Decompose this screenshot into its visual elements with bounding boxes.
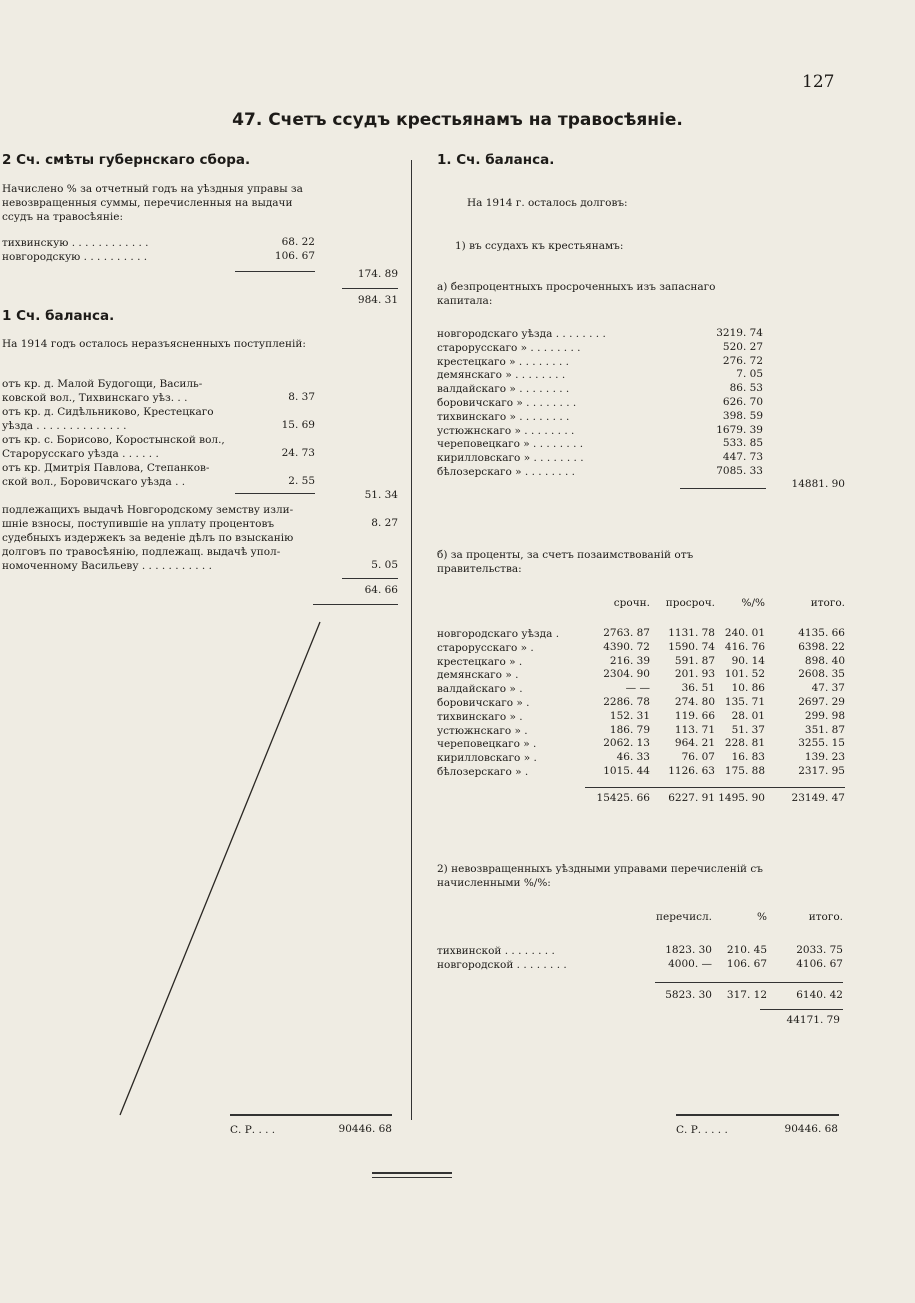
left-section-1-intro: Начислено % за отчетный годъ на уѣздныя управы за невозвращенныя суммы, перечисленныя на выдачи ссудъ на травосѣяніе: <box>2 183 303 223</box>
table-cell: 1015. 44 <box>603 765 650 777</box>
rule <box>760 1009 843 1010</box>
table-cell: 299. 98 <box>804 709 845 722</box>
grand-total-value: 44171. 79 <box>786 1014 840 1026</box>
list-item-value: 68. 22 <box>281 236 315 248</box>
table-cell: 36. 51 <box>681 682 715 695</box>
table-row-name: кирилловскаго » . <box>437 752 537 765</box>
table-cell: 591. 87 <box>674 654 715 667</box>
footer-value: 90446. 68 <box>338 1123 392 1135</box>
list-item-value: 398. 59 <box>722 409 763 422</box>
column-header: срочн. <box>613 597 650 609</box>
left-section-2-intro: На 1914 годъ осталось неразъясненныхъ поступленій: <box>2 338 306 350</box>
right-intro: На 1914 г. осталось долговъ: <box>467 197 628 209</box>
table-cell: 139. 23 <box>804 751 845 764</box>
left-section-heading-1: 2 Сч. смѣты губернскаго сбора. <box>2 152 251 168</box>
page-title: 47. Счетъ ссудъ крестьянамъ на травосѣяніе. <box>232 110 683 130</box>
table-cell: 4390. 72 <box>603 640 650 653</box>
rule <box>235 271 315 272</box>
table-cell: 274. 80 <box>674 696 715 708</box>
table-cell: 4106. 67 <box>796 958 843 970</box>
table-cell: 210. 45 <box>726 944 767 956</box>
list-item-name: новгородскаго уѣзда . . . . . . . . <box>437 328 606 340</box>
table-cell: 101. 52 <box>724 668 765 681</box>
rule <box>342 578 398 579</box>
table-cell: 135. 71 <box>724 696 765 708</box>
total-value: 984. 31 <box>357 294 398 306</box>
list-item-name: тихвинскаго » . . . . . . . . <box>437 410 570 423</box>
item-value: 15. 69 <box>281 419 315 431</box>
table-cell: 416. 76 <box>724 640 765 653</box>
table-cell: 1823. 30 <box>665 944 712 956</box>
table-row-name: демянскаго » . <box>437 669 519 682</box>
column-header: % <box>757 911 767 923</box>
table-cell: 240. 01 <box>724 627 765 639</box>
list-item-value: 86. 53 <box>729 382 763 395</box>
text-line: подлежащихъ выдачѣ Новгородскому земству изли- <box>2 504 294 516</box>
table-cell: 152. 31 <box>609 709 650 722</box>
text-line: ской вол., Боровичскаго уѣзда . . <box>2 476 186 488</box>
text-line: отъ кр. д. Сидѣльниково, Крестецкаго <box>2 406 214 418</box>
table-row-name: боровичскаго » . <box>437 697 530 709</box>
column-header: итого. <box>810 597 845 609</box>
table-cell: 1126. 63 <box>668 765 715 777</box>
left-section-heading-2: 1 Сч. баланса. <box>2 308 115 324</box>
total-value: 64. 66 <box>364 584 398 596</box>
list-item-name: боровичскаго » . . . . . . . . <box>437 397 577 409</box>
ornament-rule <box>372 1177 452 1178</box>
table-cell: 186. 79 <box>609 723 650 736</box>
table-cell: 119. 66 <box>674 709 715 722</box>
ornament-rule <box>372 1172 452 1174</box>
table-cell: 228. 81 <box>724 737 765 750</box>
rule <box>230 1114 392 1116</box>
table-total: 317. 12 <box>726 989 767 1001</box>
table-cell: 4135. 66 <box>798 627 845 639</box>
item-value: 5. 05 <box>371 559 398 571</box>
text-line: ковской вол., Тихвинскаго уѣз. . . <box>2 392 188 404</box>
table-cell: 1131. 78 <box>668 627 715 639</box>
list-item-value: 533. 85 <box>722 437 763 450</box>
table-cell: 175. 88 <box>724 765 765 777</box>
table-cell: 351. 87 <box>804 723 845 736</box>
table-row-name: череповецкаго » . <box>437 738 537 751</box>
table-cell: 113. 71 <box>674 723 715 736</box>
right-section-heading: 1. Сч. баланса. <box>437 152 555 168</box>
subsection-b: б) за проценты, за счетъ позаимствованій отъ правительства: <box>437 549 694 575</box>
subtotal-value: 51. 34 <box>364 489 398 501</box>
table-row-name: тихвинской . . . . . . . . <box>437 945 555 957</box>
table-cell: — — <box>625 682 650 695</box>
rule <box>655 982 843 983</box>
table-cell: 2286. 78 <box>603 696 650 708</box>
total-a-value: 14881. 90 <box>791 478 845 490</box>
list-item-value: 520. 27 <box>722 340 763 353</box>
table-cell: 964. 21 <box>674 737 715 750</box>
table-row-name: тихвинскаго » . <box>437 710 523 723</box>
table-cell: 3255. 15 <box>798 737 845 750</box>
table-total: 6227. 91 <box>668 792 715 804</box>
list-item-value: 447. 73 <box>722 451 763 464</box>
list-item-value: 626. 70 <box>722 396 763 408</box>
list-item-name: череповецкаго » . . . . . . . . <box>437 438 584 451</box>
subsection-1: 1) въ ссудахъ къ крестьянамъ: <box>455 240 624 252</box>
table-cell: 28. 01 <box>731 709 765 722</box>
subtotal-value: 174. 89 <box>357 268 398 280</box>
table-total: 15425. 66 <box>596 792 650 804</box>
table-cell: 2608. 35 <box>798 668 845 681</box>
column-header: итого. <box>808 911 843 923</box>
table-cell: 106. 67 <box>726 958 767 970</box>
list-item-name: валдайскаго » . . . . . . . . <box>437 383 570 396</box>
table-cell: 898. 40 <box>804 654 845 667</box>
table-cell: 10. 86 <box>731 682 765 695</box>
table-cell: 2062. 13 <box>603 737 650 750</box>
table-cell: 76. 07 <box>681 751 715 764</box>
table-cell: 47. 37 <box>811 682 845 695</box>
table-cell: 51. 37 <box>731 723 765 736</box>
table-cell: 16. 83 <box>731 751 765 764</box>
footer-label: С. Р. . . . . <box>676 1124 728 1136</box>
list-item-name: старорусскаго » . . . . . . . . <box>437 341 581 354</box>
table-row-name: новгородской . . . . . . . . <box>437 959 567 971</box>
column-header: просроч. <box>665 597 715 609</box>
list-item-name: демянскаго » . . . . . . . . <box>437 369 566 382</box>
rule <box>235 493 315 494</box>
subsection-a: а) безпроцентныхъ просроченныхъ изъ запаснаго капитала: <box>437 281 716 307</box>
cancel-line <box>0 600 410 1120</box>
rule <box>585 787 845 788</box>
text-line: шніе взносы, поступившіе на уплату процентовъ <box>2 518 275 530</box>
table-cell: 1590. 74 <box>668 640 715 653</box>
table-total: 6140. 42 <box>796 989 843 1001</box>
list-item-value: 7085. 33 <box>716 465 763 477</box>
text-line: Старорусскаго уѣзда . . . . . . <box>2 448 159 460</box>
table-row-name: бѣлозерскаго » . <box>437 766 529 778</box>
list-item-value: 106. 67 <box>274 250 315 262</box>
table-total: 23149. 47 <box>791 792 845 804</box>
rule <box>676 1114 839 1116</box>
table-cell: 2304. 90 <box>603 668 650 681</box>
column-header: перечисл. <box>656 911 712 923</box>
list-item: тихвинскую . . . . . . . . . . . . <box>2 237 149 249</box>
table-row-name: крестецкаго » . <box>437 655 523 668</box>
column-header: %/% <box>741 597 765 609</box>
rule <box>680 488 766 489</box>
list-item-name: бѣлозерскаго » . . . . . . . . <box>437 466 575 478</box>
text-line: уѣзда . . . . . . . . . . . . . . <box>2 420 127 432</box>
table-row-name: новгородскаго уѣзда . <box>437 628 560 640</box>
list-item-value: 3219. 74 <box>716 327 763 339</box>
table-row-name: старорусскаго » . <box>437 641 534 654</box>
table-cell: 201. 93 <box>674 668 715 681</box>
text-line: долговъ по травосѣянію, подлежащ. выдачѣ упол- <box>2 546 281 558</box>
text-line: отъ кр. д. Малой Будогощи, Василь- <box>2 378 203 390</box>
page-number: 127 <box>802 72 835 92</box>
list-item: новгородскую . . . . . . . . . . <box>2 251 148 263</box>
table-cell: 6398. 22 <box>798 640 845 653</box>
list-item-name: крестецкаго » . . . . . . . . <box>437 355 569 368</box>
subsection-2: 2) невозвращенныхъ уѣздными управами перечисленій съ начисленными %/%: <box>437 863 763 889</box>
table-cell: 90. 14 <box>731 654 765 667</box>
text-line: номоченному Васильеву . . . . . . . . . . . <box>2 560 212 572</box>
list-item-value: 1679. 39 <box>716 423 763 436</box>
list-item-value: 276. 72 <box>722 354 763 367</box>
text-line: отъ кр. с. Борисово, Коростынской вол., <box>2 434 225 446</box>
table-cell: 216. 39 <box>609 654 650 667</box>
table-cell: 46. 33 <box>616 751 650 764</box>
rule <box>342 288 398 289</box>
item-value: 24. 73 <box>281 447 315 459</box>
table-cell: 2763. 87 <box>603 627 650 639</box>
column-divider <box>411 160 412 1120</box>
text-line: судебныхъ издержекъ за веденіе дѣлъ по взысканію <box>2 532 294 544</box>
list-item-name: устюжнскаго » . . . . . . . . <box>437 424 575 437</box>
table-total: 5823. 30 <box>665 989 712 1001</box>
text-line: отъ кр. Дмитрія Павлова, Степанков- <box>2 462 210 474</box>
table-cell: 2317. 95 <box>798 765 845 777</box>
table-cell: 4000. — <box>668 958 712 970</box>
item-value: 8. 37 <box>288 391 315 403</box>
table-total: 1495. 90 <box>718 792 765 804</box>
table-row-name: устюжнскаго » . <box>437 724 528 737</box>
list-item-value: 7. 05 <box>736 368 763 381</box>
footer-label: С. Р. . . . <box>230 1124 276 1136</box>
table-cell: 2033. 75 <box>796 944 843 956</box>
table-row-name: валдайскаго » . <box>437 683 523 696</box>
footer-value: 90446. 68 <box>784 1123 838 1135</box>
list-item-name: кирилловскаго » . . . . . . . . <box>437 452 584 465</box>
item-value: 8. 27 <box>371 517 398 529</box>
table-cell: 2697. 29 <box>798 696 845 708</box>
item-value: 2. 55 <box>288 475 315 487</box>
